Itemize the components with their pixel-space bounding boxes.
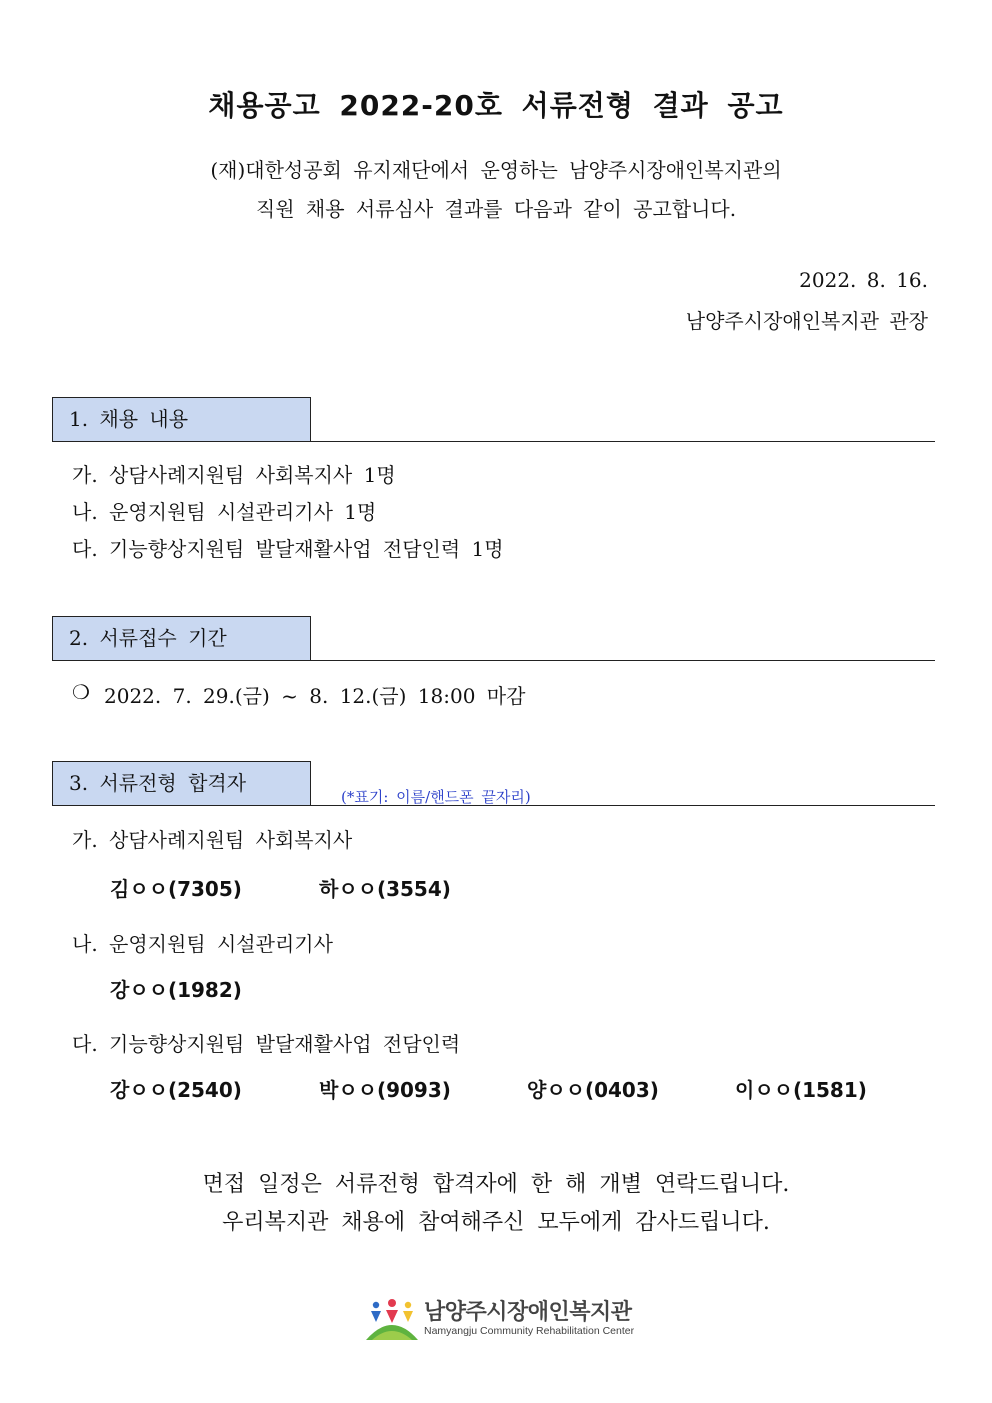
section-1-heading: 1. 채용 내용 xyxy=(52,397,311,442)
section-2-bullet-icon: ❍ xyxy=(72,680,90,704)
section-2-divider xyxy=(311,660,935,661)
page-title: 채용공고 2022-20호 서류전형 결과 공고 xyxy=(208,89,784,122)
signatory: 남양주시장애인복지관 관장 xyxy=(685,309,928,333)
section-2-heading: 2. 서류접수 기간 xyxy=(52,616,311,661)
section-3-note: (*표기: 이름/핸드폰 끝자리) xyxy=(341,788,531,806)
candidate-name: 강ㅇㅇ(2540) xyxy=(110,1078,242,1102)
section-1-item-2: 나. 운영지원팀 시설관리기사 1명 xyxy=(72,500,377,524)
section-1-item-3: 다. 기능향상지원팀 발달재활사업 전담인력 1명 xyxy=(72,537,504,561)
candidate-name: 김ㅇㅇ(7305) xyxy=(110,877,242,901)
candidate-name: 하ㅇㅇ(3554) xyxy=(319,877,451,901)
group-label-1: 가. 상담사례지원팀 사회복지사 xyxy=(72,828,353,852)
closing-line-2: 우리복지관 채용에 참여해주신 모두에게 감사드립니다. xyxy=(222,1210,770,1235)
closing-line-1: 면접 일정은 서류전형 합격자에 한 해 개별 연락드립니다. xyxy=(202,1172,790,1197)
group-label-3: 다. 기능향상지원팀 발달재활사업 전담인력 xyxy=(72,1032,461,1056)
candidate-name: 강ㅇㅇ(1982) xyxy=(110,978,242,1002)
section-1-item-1: 가. 상담사례지원팀 사회복지사 1명 xyxy=(72,463,396,487)
people-hill-logo-icon xyxy=(364,1296,420,1344)
notice-date: 2022. 8. 16. xyxy=(799,268,928,292)
intro-line-1: (재)대한성공회 유지재단에서 운영하는 남양주시장애인복지관의 xyxy=(210,158,782,182)
candidate-name: 양ㅇㅇ(0403) xyxy=(527,1078,659,1102)
intro-line-2: 직원 채용 서류심사 결과를 다음과 같이 공고합니다. xyxy=(255,197,737,221)
section-1-divider xyxy=(311,441,935,442)
candidate-name: 박ㅇㅇ(9093) xyxy=(319,1078,451,1102)
logo-name-korean: 남양주시장애인복지관 xyxy=(424,1300,632,1325)
application-period: 2022. 7. 29.(금) ~ 8. 12.(금) 18:00 마감 xyxy=(104,684,526,708)
logo-name-english: Namyangju Community Rehabilitation Center xyxy=(424,1325,635,1337)
section-3-heading: 3. 서류전형 합격자 xyxy=(52,761,311,806)
candidate-name: 이ㅇㅇ(1581) xyxy=(735,1078,867,1102)
group-label-2: 나. 운영지원팀 시설관리기사 xyxy=(72,932,333,956)
